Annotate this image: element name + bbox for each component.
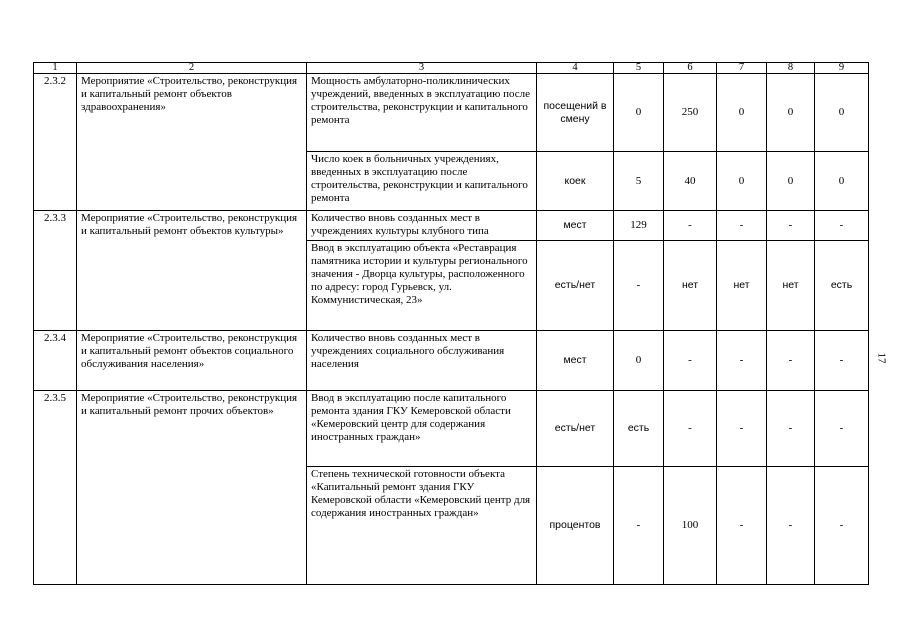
table-row	[34, 211, 869, 241]
indicator-name: Степень технической готовности объекта «Капитальный ремонт здания ГКУ Кемеровской области «Кемеровский центр для содержания иностранных граждан»	[307, 467, 537, 585]
value-cell: 250	[664, 74, 717, 152]
header-cell: 1	[34, 63, 77, 74]
value-cell: -	[614, 467, 664, 585]
value-cell: -	[767, 211, 815, 241]
value-cell: 0	[815, 74, 869, 152]
unit-cell: мест	[537, 331, 614, 391]
header-cell: 8	[767, 63, 815, 74]
header-cell: 3	[307, 63, 537, 74]
header-cell: 2	[77, 63, 307, 74]
header-cell: 4	[537, 63, 614, 74]
value-cell: нет	[767, 241, 815, 331]
value-cell: -	[767, 391, 815, 467]
value-cell: -	[664, 391, 717, 467]
value-cell: -	[815, 211, 869, 241]
value-cell: -	[767, 331, 815, 391]
value-cell: нет	[717, 241, 767, 331]
indicator-name: Ввод в эксплуатацию объекта «Реставрация памятника истории и культуры регионального значения - Дворца культуры, расположенного по адресу: город Гурьевск, ул. Коммунистическая, 23»	[307, 241, 537, 331]
event-name: Мероприятие «Строительство, реконструкция и капитальный ремонт объектов здравоохранения»	[77, 74, 307, 211]
unit-cell: посещений в смену	[537, 74, 614, 152]
value-cell: 0	[614, 331, 664, 391]
unit-cell: мест	[537, 211, 614, 241]
header-cell: 5	[614, 63, 664, 74]
indicator-name: Число коек в больничных учреждениях, введенных в эксплуатацию после строительства, реконструкции и капитального ремонта	[307, 152, 537, 211]
unit-cell: есть/нет	[537, 241, 614, 331]
unit-cell: коек	[537, 152, 614, 211]
value-cell: есть	[815, 241, 869, 331]
value-cell: нет	[664, 241, 717, 331]
value-cell: 0	[717, 152, 767, 211]
header-cell: 6	[664, 63, 717, 74]
value-cell: -	[717, 331, 767, 391]
value-cell: 100	[664, 467, 717, 585]
event-name: Мероприятие «Строительство, реконструкция и капитальный ремонт прочих объектов»	[77, 391, 307, 585]
table-row	[34, 391, 869, 467]
value-cell: -	[717, 391, 767, 467]
event-name: Мероприятие «Строительство, реконструкция и капитальный ремонт объектов культуры»	[77, 211, 307, 331]
indicator-name: Количество вновь созданных мест в учреждениях культуры клубного типа	[307, 211, 537, 241]
value-cell: -	[717, 211, 767, 241]
table-row	[34, 331, 869, 391]
value-cell: 129	[614, 211, 664, 241]
value-cell: -	[614, 241, 664, 331]
page-number: 17	[875, 352, 888, 364]
value-cell: -	[815, 331, 869, 391]
indicator-name: Количество вновь созданных мест в учреждениях социального обслуживания населения	[307, 331, 537, 391]
indicators-table	[33, 62, 869, 585]
value-cell: 5	[614, 152, 664, 211]
value-cell: есть	[614, 391, 664, 467]
table-header-row	[34, 63, 869, 74]
value-cell: 0	[717, 74, 767, 152]
row-code: 2.3.3	[34, 211, 77, 331]
header-cell: 7	[717, 63, 767, 74]
value-cell: 0	[767, 74, 815, 152]
unit-cell: есть/нет	[537, 391, 614, 467]
unit-cell: процентов	[537, 467, 614, 585]
indicator-name: Мощность амбулаторно-поликлинических учреждений, введенных в эксплуатацию после строительства, реконструкции и капитального ремонта	[307, 74, 537, 152]
value-cell: 0	[614, 74, 664, 152]
row-code: 2.3.5	[34, 391, 77, 585]
value-cell: 0	[815, 152, 869, 211]
value-cell: 0	[767, 152, 815, 211]
header-cell: 9	[815, 63, 869, 74]
row-code: 2.3.4	[34, 331, 77, 391]
table-row	[34, 74, 869, 152]
indicator-name: Ввод в эксплуатацию после капитального ремонта здания ГКУ Кемеровской области «Кемеровский центр для содержания иностранных граждан»	[307, 391, 537, 467]
value-cell: -	[664, 211, 717, 241]
value-cell: -	[717, 467, 767, 585]
row-code: 2.3.2	[34, 74, 77, 211]
value-cell: 40	[664, 152, 717, 211]
value-cell: -	[767, 467, 815, 585]
event-name: Мероприятие «Строительство, реконструкция и капитальный ремонт объектов социального обслуживания населения»	[77, 331, 307, 391]
value-cell: -	[664, 331, 717, 391]
value-cell: -	[815, 467, 869, 585]
value-cell: -	[815, 391, 869, 467]
